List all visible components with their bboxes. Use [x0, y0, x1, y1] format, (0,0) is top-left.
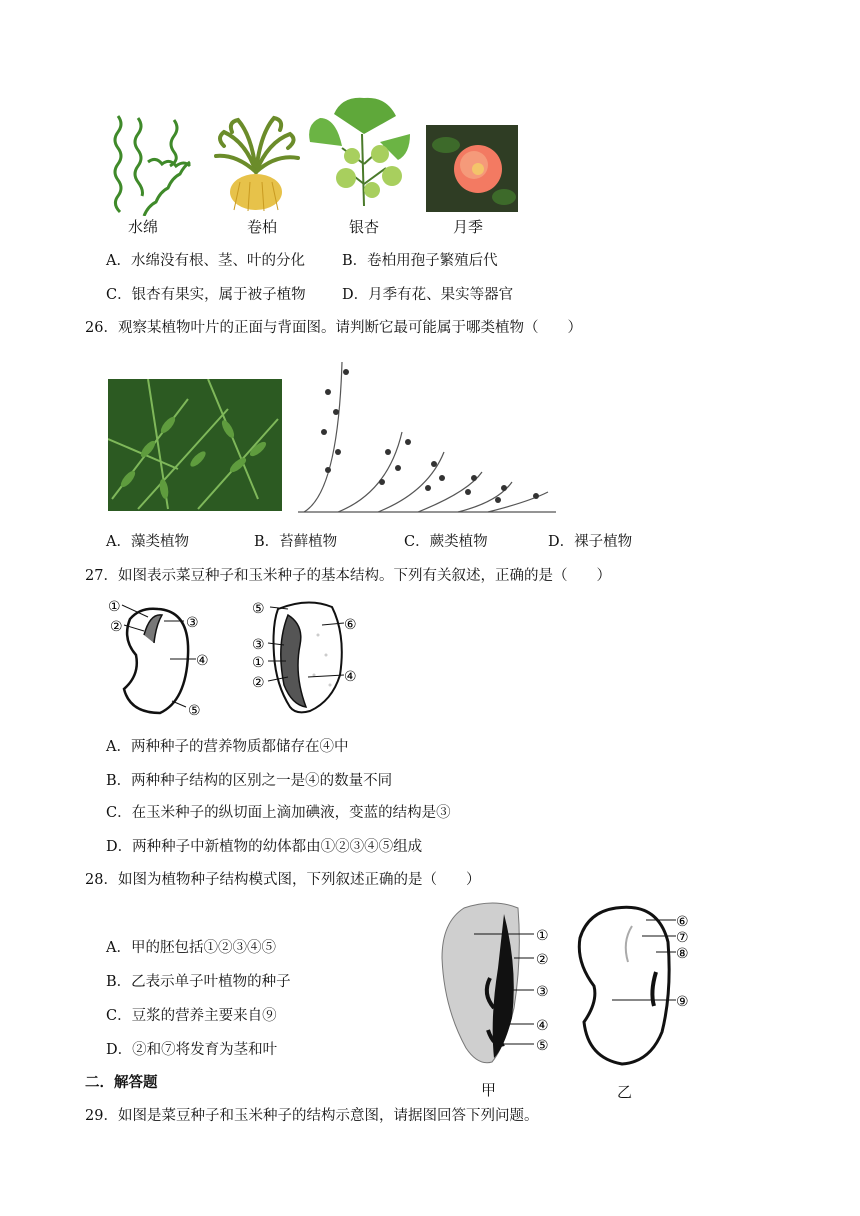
q25-option-c: C．银杏有果实，属于被子植物	[106, 287, 306, 303]
fern-leaf-back-image	[298, 352, 556, 516]
q26-option-b: B．苔藓植物	[254, 534, 338, 550]
yi-label-8: ⑧	[676, 946, 689, 962]
shuimian-image	[108, 112, 196, 216]
q27-option-a: A．两种种子的营养物质都储存在④中	[106, 739, 349, 755]
seed-jia-caption: 甲	[481, 1081, 497, 1099]
q28-stem: 28．如图为植物种子结构模式图，下列叙述正确的是（ ）	[85, 872, 481, 888]
yi-label-9: ⑨	[676, 994, 689, 1010]
q27-option-c: C．在玉米种子的纵切面上滴加碘液，变蓝的结构是③	[106, 805, 451, 821]
section-title: 二．解答题	[85, 1074, 158, 1091]
caption-shuimian: 水绵	[128, 218, 159, 236]
bean-label-2: ②	[110, 619, 123, 635]
bean-label-5: ⑤	[188, 703, 201, 719]
seed-jia-diagram	[434, 898, 562, 1070]
yi-label-6: ⑥	[676, 914, 689, 930]
q28-option-a: A．甲的胚包括①②③④⑤	[106, 940, 276, 956]
q27-option-d: D．两种种子中新植物的幼体都由①②③④⑤组成	[106, 839, 423, 855]
corn-label-4: ④	[344, 669, 357, 685]
caption-yueji: 月季	[453, 218, 484, 236]
jia-label-3: ③	[536, 984, 549, 1000]
q25-option-b: B．卷柏用孢子繁殖后代	[342, 253, 498, 269]
caption-juanbai: 卷柏	[247, 218, 278, 236]
juanbai-image	[210, 112, 302, 212]
seed-yi-caption: 乙	[617, 1083, 633, 1101]
q28-option-d: D．②和⑦将发育为茎和叶	[106, 1042, 278, 1058]
jia-label-5: ⑤	[536, 1038, 549, 1054]
corn-label-3: ③	[252, 637, 265, 653]
q26-option-a: A．藻类植物	[106, 534, 189, 550]
bean-label-4: ④	[196, 653, 209, 669]
corn-label-2: ②	[252, 675, 265, 691]
q26-option-d: D．裸子植物	[548, 534, 633, 550]
jia-label-2: ②	[536, 952, 549, 968]
q29-stem: 29．如图是菜豆种子和玉米种子的结构示意图，请据图回答下列问题。	[85, 1108, 539, 1124]
q28-option-b: B．乙表示单子叶植物的种子	[106, 974, 291, 990]
corn-label-5: ⑤	[252, 601, 265, 617]
q26-option-c: C．蕨类植物	[404, 534, 488, 550]
bean-label-3: ③	[186, 615, 199, 631]
yinxing-image	[302, 94, 412, 212]
q27-option-b: B．两种种子结构的区别之一是④的数量不同	[106, 773, 393, 789]
bean-label-1: ①	[108, 599, 121, 615]
jia-label-4: ④	[536, 1018, 549, 1034]
corn-seed-diagram	[248, 595, 368, 720]
jia-label-1: ①	[536, 928, 549, 944]
corn-label-6: ⑥	[344, 617, 357, 633]
seed-yi-diagram	[572, 902, 696, 1072]
q25-option-d: D．月季有花、果实等器官	[342, 287, 514, 303]
q28-option-c: C．豆浆的营养主要来自⑨	[106, 1008, 277, 1024]
q27-stem: 27．如图表示菜豆种子和玉米种子的基本结构。下列有关叙述，正确的是（ ）	[85, 568, 611, 584]
yi-label-7: ⑦	[676, 930, 689, 946]
corn-label-1: ①	[252, 655, 265, 671]
q26-stem: 26．观察某植物叶片的正面与背面图。请判断它最可能属于哪类植物（ ）	[85, 320, 582, 336]
caption-yinxing: 银杏	[349, 218, 380, 236]
yueji-image	[426, 125, 518, 212]
bean-seed-diagram	[100, 595, 220, 720]
fern-leaf-front-image	[108, 379, 282, 511]
q25-option-a: A．水绵没有根、茎、叶的分化	[106, 253, 305, 269]
